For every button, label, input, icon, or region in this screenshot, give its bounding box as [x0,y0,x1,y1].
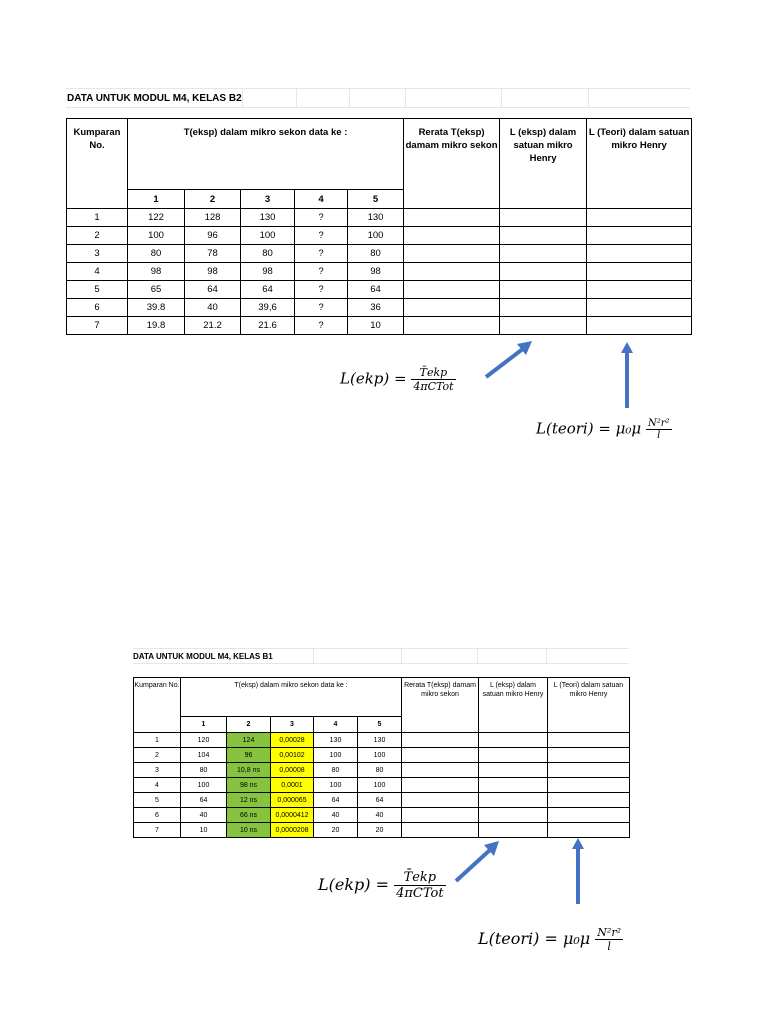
formula-numerator: N²r² [597,926,621,939]
data-cell: 20 [358,823,402,838]
row-number-cell: 5 [67,281,128,299]
formula-lekp [318,870,446,901]
data-cell: 64 [185,281,241,299]
empty-result-cell [500,281,587,299]
table-row [134,733,630,748]
table-row [134,778,630,793]
data-cell: 40 [314,808,358,823]
grid-line [501,88,502,108]
data-cell: 130 [314,733,358,748]
data-cell: 100 [358,748,402,763]
formula-numerator: T̄ekp [394,870,445,886]
empty-result-cell [500,317,587,335]
empty-result-cell [404,209,500,227]
data-cell: 21.2 [185,317,241,335]
empty-result-cell [587,263,692,281]
grid-line [401,648,402,663]
grid-line [405,88,406,108]
table-row [67,263,692,281]
row-number-cell: 4 [67,263,128,281]
empty-result-cell [548,733,630,748]
data-cell: 0,0001 [271,778,314,793]
grid-line [477,648,478,663]
data-cell: 98 [185,263,241,281]
header-teksp: T(eksp) dalam mikro sekon data ke : [128,119,404,190]
formula-lhs: L(ekp) = [318,875,390,894]
data-cell: 10 [181,823,227,838]
column-header-data-3: 3 [271,717,314,733]
data-cell: 0,00008 [271,763,314,778]
data-cell: ? [295,299,348,317]
arrow-up-right-icon [480,336,540,386]
data-cell: 66 ns [227,808,271,823]
table-row [67,245,692,263]
empty-result-cell [402,778,479,793]
data-cell: 78 [185,245,241,263]
data-cell: 0,00102 [271,748,314,763]
data-cell: 20 [314,823,358,838]
column-header-data-3: 3 [241,190,295,209]
data-cell: 98 [348,263,404,281]
column-header-data-4: 4 [295,190,348,209]
row-number-cell: 2 [67,227,128,245]
header-kumparan: Kumparan No. [67,119,128,209]
data-cell: 128 [185,209,241,227]
row-number-cell: 2 [134,748,181,763]
empty-result-cell [587,209,692,227]
empty-result-cell [479,748,548,763]
formula-lteori [536,418,672,441]
column-header-data-5: 5 [348,190,404,209]
formula-denominator: l [607,940,611,953]
row-number-cell: 1 [67,209,128,227]
data-cell: 36 [348,299,404,317]
data-cell: ? [295,263,348,281]
empty-result-cell [479,793,548,808]
empty-result-cell [548,748,630,763]
empty-result-cell [587,281,692,299]
data-cell: 100 [181,778,227,793]
data-cell: 120 [181,733,227,748]
column-header-data-1: 1 [181,717,227,733]
data-cell: 104 [181,748,227,763]
data-cell: 100 [314,778,358,793]
table-row [134,823,630,838]
empty-result-cell [479,808,548,823]
data-cell: 124 [227,733,271,748]
data-cell: 100 [348,227,404,245]
header-lteori: L (Teori) dalam satuan mikro Henry [548,678,630,733]
data-cell: 96 [185,227,241,245]
empty-result-cell [500,227,587,245]
empty-result-cell [402,733,479,748]
formula-denominator: l [657,430,661,441]
empty-result-cell [479,778,548,793]
empty-result-cell [404,281,500,299]
row-number-cell: 6 [67,299,128,317]
data-cell: 122 [128,209,185,227]
formula-fraction [394,870,445,901]
data-cell: 39,6 [241,299,295,317]
data-cell: 40 [358,808,402,823]
table-row [67,281,692,299]
data-table [66,118,692,335]
data-cell: ? [295,209,348,227]
formula-fraction [595,926,623,953]
empty-result-cell [587,299,692,317]
empty-result-cell [500,209,587,227]
empty-result-cell [500,245,587,263]
row-number-cell: 3 [67,245,128,263]
data-cell: 80 [358,763,402,778]
table-title: DATA UNTUK MODUL M4, KELAS B2 [67,93,242,104]
data-cell: 98 [128,263,185,281]
empty-result-cell [404,245,500,263]
grid-line [349,88,350,108]
grid-line [133,648,629,649]
empty-result-cell [402,793,479,808]
grid-line [546,648,547,663]
empty-result-cell [479,763,548,778]
data-table [133,677,630,838]
grid-line [242,88,243,108]
formula-lteori [478,926,623,953]
empty-result-cell [404,317,500,335]
data-cell: 130 [348,209,404,227]
data-cell: 80 [314,763,358,778]
data-cell: 64 [181,793,227,808]
row-number-cell: 7 [134,823,181,838]
data-cell: 0,0000208 [271,823,314,838]
data-cell: 100 [358,778,402,793]
empty-result-cell [548,793,630,808]
column-header-data-1: 1 [128,190,185,209]
data-cell: 98 [241,263,295,281]
empty-result-cell [548,778,630,793]
data-cell: 130 [241,209,295,227]
formula-fraction [411,366,455,393]
data-cell: 100 [241,227,295,245]
formula-lekp [340,366,456,393]
data-cell: 12 ns [227,793,271,808]
arrow-up-icon [618,340,638,412]
header-teksp: T(eksp) dalam mikro sekon data ke : [181,678,402,717]
data-cell: 0,00028 [271,733,314,748]
data-cell: 64 [241,281,295,299]
empty-result-cell [404,299,500,317]
row-number-cell: 3 [134,763,181,778]
grid-line [133,663,629,664]
table-row [134,748,630,763]
data-cell: 130 [358,733,402,748]
data-cell: ? [295,245,348,263]
formula-lhs: L(teori) = μ₀μ [478,929,591,948]
grid-line [296,88,297,108]
column-header-data-2: 2 [185,190,241,209]
header-leksp: L (eksp) dalam satuan mikro Henry [500,119,587,209]
table-row [67,317,692,335]
data-cell: 40 [185,299,241,317]
row-number-cell: 4 [134,778,181,793]
data-cell: 80 [348,245,404,263]
grid-line [66,107,690,108]
header-lteori: L (Teori) dalam satuan mikro Henry [587,119,692,209]
empty-result-cell [587,227,692,245]
table-row [134,763,630,778]
empty-result-cell [587,245,692,263]
data-cell: 0,000065 [271,793,314,808]
data-cell: 21.6 [241,317,295,335]
column-header-data-4: 4 [314,717,358,733]
empty-result-cell [548,808,630,823]
grid-line [66,88,690,89]
row-number-cell: 7 [67,317,128,335]
table-row [134,808,630,823]
grid-line [313,648,314,663]
row-number-cell: 1 [134,733,181,748]
empty-result-cell [587,317,692,335]
data-cell: 39.8 [128,299,185,317]
data-cell: 19.8 [128,317,185,335]
header-kumparan: Kumparan No. [134,678,181,733]
formula-denominator: 4πCTot [396,886,444,901]
row-number-cell: 6 [134,808,181,823]
column-header-data-5: 5 [358,717,402,733]
data-cell: 40 [181,808,227,823]
header-leksp: L (eksp) dalam satuan mikro Henry [479,678,548,733]
data-cell: 100 [128,227,185,245]
empty-result-cell [479,733,548,748]
arrow-up-icon [569,836,589,908]
data-cell: 64 [314,793,358,808]
table-row [134,793,630,808]
header-rerata: Rerata T(eksp) damam mikro sekon [404,119,500,209]
row-number-cell: 5 [134,793,181,808]
table-row [67,209,692,227]
data-cell: 80 [128,245,185,263]
empty-result-cell [548,763,630,778]
formula-fraction [646,418,672,441]
formula-numerator: T̄ekp [411,366,455,380]
data-cell: 10,8 ns [227,763,271,778]
column-header-data-2: 2 [227,717,271,733]
formula-lhs: L(teori) = μ₀μ [536,419,642,438]
table-row [67,299,692,317]
data-cell: 10 ns [227,823,271,838]
data-cell: 80 [241,245,295,263]
data-cell: 100 [314,748,358,763]
table-title: DATA UNTUK MODUL M4, KELAS B1 [133,652,273,661]
formula-denominator: 4πCTot [413,380,454,393]
header-rerata: Rerata T(eksp) damam mikro sekon [402,678,479,733]
data-cell: 0,0000412 [271,808,314,823]
data-cell: ? [295,281,348,299]
data-cell: ? [295,317,348,335]
empty-result-cell [402,808,479,823]
empty-result-cell [402,748,479,763]
data-cell: 98 ns [227,778,271,793]
arrow-up-right-icon [450,836,510,888]
data-cell: 65 [128,281,185,299]
data-cell: 96 [227,748,271,763]
empty-result-cell [404,263,500,281]
formula-lhs: L(ekp) = [340,369,407,388]
table-row [67,227,692,245]
data-cell: ? [295,227,348,245]
empty-result-cell [500,299,587,317]
empty-result-cell [404,227,500,245]
data-cell: 64 [348,281,404,299]
data-cell: 10 [348,317,404,335]
data-cell: 80 [181,763,227,778]
formula-numerator: N²r² [647,418,670,429]
empty-result-cell [402,763,479,778]
grid-line [588,88,589,108]
empty-result-cell [500,263,587,281]
data-cell: 64 [358,793,402,808]
